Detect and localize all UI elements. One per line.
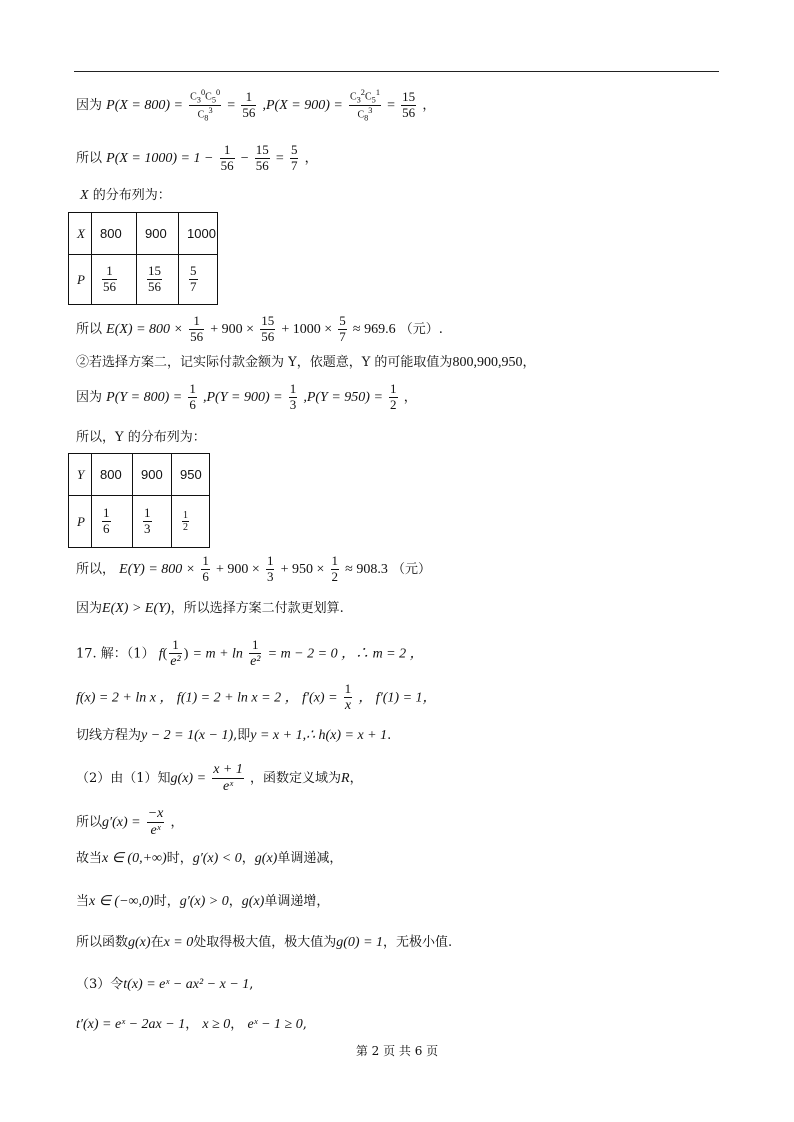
den: 56	[255, 157, 269, 173]
math: t′(x) = eˣ − 2ax − 1	[76, 1017, 186, 1032]
fraction	[169, 638, 181, 670]
fraction	[102, 506, 111, 537]
eq: =	[275, 150, 284, 166]
punct: ,	[302, 1017, 307, 1032]
fraction	[344, 682, 353, 714]
math: = m − 2 = 0 ，∴ m = 2 ，	[267, 646, 424, 662]
num: 15	[255, 142, 269, 157]
math: ≈ 969.6	[352, 321, 396, 337]
math: E(Y) = 800 ×	[119, 561, 196, 577]
num: 15	[148, 263, 161, 279]
num: 1	[103, 505, 110, 521]
math: g(x) =	[170, 771, 207, 787]
punct: ，	[522, 355, 536, 370]
math: E(X) > E(Y)	[102, 601, 171, 616]
c: C	[205, 91, 212, 103]
sup: 0	[200, 88, 206, 97]
math: x = 0	[163, 935, 194, 950]
fraction	[220, 143, 235, 174]
num: 1	[169, 638, 181, 654]
text: 单调递增，	[264, 894, 330, 909]
fraction	[182, 510, 189, 534]
text: 17. 解：（1）	[76, 646, 155, 662]
math: 800,900,950	[452, 355, 523, 370]
num: 5	[339, 313, 346, 328]
math: + 950 ×	[280, 561, 325, 577]
math: = m + ln	[192, 646, 243, 662]
sup: 2	[360, 88, 365, 97]
den: 3	[266, 568, 274, 584]
num: −x	[147, 806, 165, 823]
c: C	[190, 91, 197, 103]
line-prob-y	[76, 382, 417, 413]
fraction	[338, 314, 347, 345]
math: ≈ 908.3	[345, 561, 388, 577]
den: 56	[220, 157, 234, 173]
paren: )	[183, 646, 189, 662]
punct: ，	[228, 894, 242, 909]
math: + 900 ×	[216, 561, 260, 577]
sup: 3	[208, 105, 213, 115]
text: 单调递减，	[277, 851, 343, 866]
text: 切线方程为	[76, 728, 142, 743]
line-expectation-y	[76, 554, 431, 585]
table-cell: P	[69, 255, 92, 305]
line-decreasing	[76, 851, 342, 868]
fraction	[290, 143, 299, 174]
table-cell	[133, 496, 172, 548]
punct: ,	[249, 977, 254, 992]
fraction	[260, 314, 275, 345]
c: C	[349, 91, 357, 103]
math: f(x) = 2 + ln x ， f(1) = 2 + ln x = 2 ， f′(x) =	[76, 690, 338, 706]
num: 1	[390, 381, 397, 396]
table-cell: X	[69, 213, 92, 255]
num: 1	[331, 553, 339, 568]
paren: (	[162, 646, 168, 662]
op: −	[240, 150, 249, 166]
table-cell: 800	[92, 213, 137, 255]
text: ，所以选择方案二付款更划算.	[170, 601, 344, 616]
line-derivative	[76, 682, 437, 714]
punct: ，	[422, 97, 436, 113]
fraction	[147, 806, 165, 839]
den: e²	[170, 653, 181, 669]
table-cell: 950	[172, 454, 210, 496]
fraction	[143, 506, 152, 537]
sup: 1	[375, 88, 380, 97]
den: 7	[339, 328, 346, 344]
text: 所以，	[76, 561, 116, 577]
math: g(x)	[241, 894, 265, 909]
table-cell: 800	[92, 454, 133, 496]
fraction	[188, 382, 197, 413]
num: 1	[344, 681, 352, 696]
table-cell	[137, 255, 179, 305]
line-option-two	[76, 355, 535, 372]
math: y − 2 = 1(x − 1)	[141, 728, 234, 743]
math: f	[158, 646, 163, 662]
text: 处取得极大值，极大值为	[193, 935, 337, 950]
eq: =	[387, 97, 396, 113]
fraction	[189, 264, 198, 295]
fraction	[189, 314, 204, 345]
line-prob-x800-x900	[76, 88, 435, 123]
line-g-derivative	[76, 806, 184, 839]
table-cell: Y	[69, 454, 92, 496]
sup: 3	[368, 105, 373, 115]
sub: 3	[196, 95, 201, 105]
den: 56	[103, 279, 116, 294]
fraction	[331, 554, 340, 585]
eq: =	[227, 97, 236, 113]
math: x ∈ (−∞,0)	[89, 894, 154, 909]
den: e²	[250, 653, 261, 669]
line-q17-part1	[76, 638, 424, 670]
fraction	[241, 90, 256, 121]
den: 56	[402, 104, 416, 120]
line-part3	[76, 977, 253, 994]
line-y-dist-heading	[76, 430, 206, 446]
punct: ，	[230, 1017, 244, 1032]
text: 当	[76, 894, 90, 909]
num: 5	[190, 263, 197, 279]
math: + 900 ×	[210, 321, 255, 337]
fraction	[201, 554, 210, 585]
punct: ，	[241, 851, 255, 866]
line-conclusion	[76, 601, 344, 618]
sub: 5	[211, 95, 216, 105]
den: 56	[261, 328, 275, 344]
sub: 8	[364, 113, 369, 123]
den: 2	[331, 568, 339, 584]
text: ,即	[233, 728, 251, 743]
distribution-table-x	[68, 212, 218, 305]
math: R	[341, 771, 350, 787]
fraction	[249, 638, 261, 670]
den: 56	[190, 328, 204, 344]
num: 1	[189, 314, 204, 330]
line-x-dist-heading	[80, 188, 171, 205]
table-cell: 1000	[179, 213, 218, 255]
table-row	[69, 496, 210, 548]
math: g′(x) < 0	[192, 851, 242, 866]
num: 1	[241, 90, 256, 106]
fraction	[102, 264, 117, 295]
c: C	[364, 91, 372, 103]
text: ，无极小值.	[383, 935, 453, 950]
num: 1	[220, 143, 235, 159]
den: 7	[190, 279, 197, 294]
sup: 0	[215, 88, 221, 97]
math: t(x) = eˣ − ax² − x − 1	[123, 977, 250, 992]
math: P(X = 800) =	[106, 97, 183, 113]
text: 因为	[76, 601, 103, 616]
sub: 5	[371, 95, 376, 105]
num: 1	[183, 509, 188, 521]
c: C	[357, 109, 365, 121]
punct: ，	[185, 1017, 199, 1032]
den: 56	[148, 279, 161, 294]
text: 所以，Y 的分布列为：	[76, 430, 206, 445]
math: x ≥ 0	[202, 1017, 231, 1032]
den: 6	[189, 396, 196, 412]
math: ， f′(1) = 1，	[358, 690, 437, 706]
text: （3）令	[76, 977, 124, 992]
den: 2	[390, 396, 397, 412]
text: （2）由（1）知	[76, 771, 171, 787]
fraction	[189, 88, 221, 123]
num: 1	[202, 553, 209, 568]
text: ②若选择方案二，记实际付款金额为 Y，依题意，Y 的可能取值为	[76, 355, 453, 370]
punct: ，	[349, 771, 363, 787]
table-row	[69, 213, 218, 255]
fraction	[289, 382, 298, 413]
text: 因为	[76, 389, 103, 405]
num: 1	[289, 381, 297, 396]
math: g′(x) > 0	[179, 894, 229, 909]
punct: ，	[170, 815, 184, 831]
header-rule	[74, 71, 719, 72]
den: 3	[289, 396, 297, 412]
line-tangent	[76, 728, 391, 745]
fraction	[266, 554, 275, 585]
den: x	[344, 697, 352, 713]
punct: ，	[304, 150, 318, 166]
fraction	[401, 90, 416, 121]
math: E(X) = 800 ×	[106, 321, 183, 337]
text: 时，	[166, 851, 193, 866]
table-cell: 900	[133, 454, 172, 496]
math: + 1000 ×	[281, 321, 333, 337]
text: 因为	[76, 97, 103, 113]
line-prob-x1000	[76, 143, 318, 174]
den: eˣ	[150, 823, 161, 839]
num: 15	[261, 313, 275, 328]
table-cell	[92, 496, 133, 548]
num: 1	[189, 381, 196, 396]
num: 1	[266, 553, 274, 568]
math: g(0) = 1	[336, 935, 384, 950]
fraction	[255, 143, 270, 174]
text: （元）.	[399, 321, 443, 337]
math: P(Y = 800) =	[106, 389, 183, 405]
num: 1	[144, 505, 151, 521]
table-cell: P	[69, 496, 92, 548]
line-extremum	[76, 935, 452, 952]
den: 7	[290, 157, 298, 173]
den: eˣ	[222, 779, 234, 795]
text: 所以函数	[76, 935, 129, 950]
c: C	[197, 109, 205, 121]
math: eˣ − 1 ≥ 0	[247, 1017, 303, 1032]
math: g(x)	[128, 935, 151, 950]
distribution-table-y	[68, 453, 210, 548]
text: 在	[150, 935, 164, 950]
text: （元）	[391, 561, 431, 577]
table-cell: 900	[137, 213, 179, 255]
den: 2	[183, 522, 188, 533]
text: ，函数定义域为	[250, 771, 342, 787]
text: 时，	[153, 894, 180, 909]
text: 所以	[76, 150, 103, 166]
line-part2	[76, 762, 363, 795]
fraction	[212, 762, 244, 795]
den: 6	[202, 568, 209, 584]
fraction	[147, 264, 162, 295]
math: g′(x) =	[102, 815, 141, 831]
num: 1	[102, 264, 117, 280]
text: 的分布列为：	[88, 188, 171, 203]
den: 6	[103, 521, 110, 536]
text: 故当	[76, 851, 103, 866]
text: 所以	[76, 321, 103, 337]
math: P(X = 1000) = 1 −	[106, 150, 214, 166]
math: x ∈ (0,+∞)	[102, 851, 167, 866]
sub: 8	[204, 113, 209, 123]
page-footer: 第 2 页 共 6 页	[355, 1044, 439, 1058]
fraction	[349, 88, 381, 123]
table-cell	[172, 496, 210, 548]
punct: ，	[403, 389, 417, 405]
fraction	[389, 382, 398, 413]
math: ,P(Y = 950) =	[303, 389, 383, 405]
num: x + 1	[212, 762, 244, 779]
num: 15	[402, 88, 416, 104]
line-t-derivative	[76, 1017, 307, 1034]
table-row	[69, 255, 218, 305]
den: 56	[242, 104, 256, 120]
text: 所以	[76, 815, 103, 831]
line-increasing	[76, 894, 329, 911]
math: g(x)	[254, 851, 278, 866]
table-cell	[92, 255, 137, 305]
table-cell	[179, 255, 218, 305]
math: y = x + 1,∴ h(x) = x + 1	[250, 728, 388, 743]
punct: .	[387, 728, 392, 743]
den: 3	[144, 521, 151, 536]
math: X	[80, 188, 89, 203]
math: ,P(X = 900) =	[262, 97, 343, 113]
sub: 3	[356, 95, 361, 105]
line-expectation-x	[76, 314, 443, 345]
num: 5	[290, 142, 298, 157]
table-row	[69, 454, 210, 496]
math: ,P(Y = 900) =	[203, 389, 283, 405]
num: 1	[249, 638, 261, 654]
